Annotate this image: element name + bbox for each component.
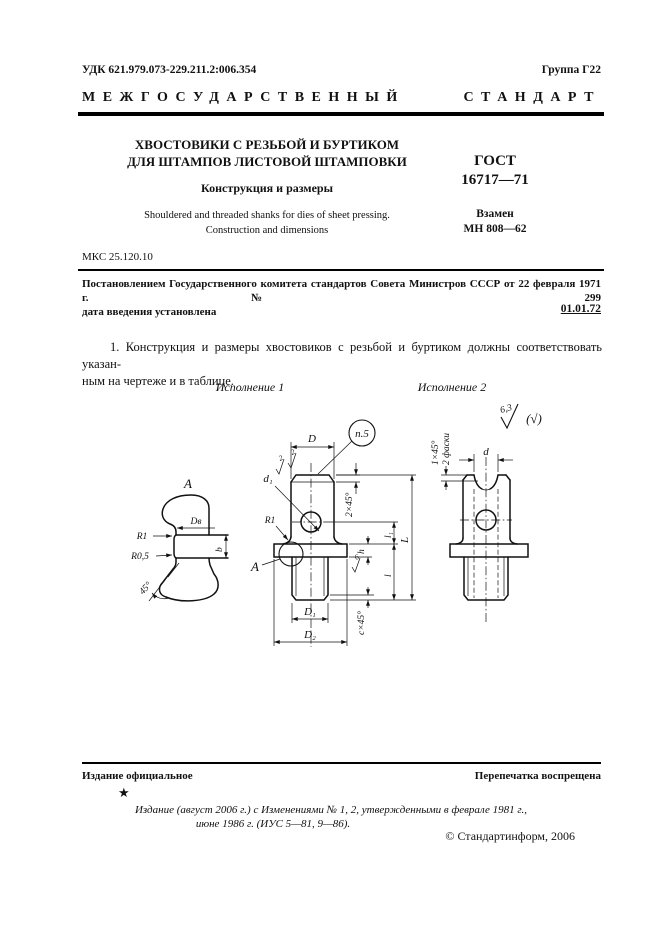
replaces-number: МН 808—62: [463, 223, 527, 235]
udk-code: УДК 621.979.073-229.211.2:006.354: [82, 64, 257, 76]
v1-flange: [274, 544, 347, 557]
dim-label-b: b: [215, 547, 225, 552]
official-edition-label: Издание официальное: [82, 770, 193, 782]
document-subtitle: Конструкция и размеры: [201, 181, 333, 195]
roughness-value: 6,3: [499, 403, 514, 416]
decree-line2: дата введения установлена: [82, 306, 217, 318]
effective-date: 01.01.72: [560, 303, 601, 315]
dim-label-R1-v1: R1: [264, 516, 276, 526]
note-callout-leader: [318, 441, 352, 474]
dim-label-D1: D₁: [304, 606, 316, 618]
v2-funnel-right: [490, 475, 498, 489]
dim-label-2x45: 2×45°: [345, 492, 355, 517]
dim-label-D: D: [308, 433, 316, 445]
svg-text:2: 2: [289, 447, 297, 457]
detail-groove-wall: [174, 535, 176, 558]
document-title-line2: ДЛЯ ШТАМПОВ ЛИСТОВОЙ ШТАМПОВКИ: [127, 154, 407, 169]
title-block: [82, 136, 452, 238]
decree-line1: Постановлением Государственного комитета стандартов Совета Министров СССР от 22 февраля 1971 г. № 299: [82, 278, 601, 304]
decree-rule: [78, 269, 604, 271]
dim-label-d: d: [483, 446, 489, 458]
dim-label-1x45: 1×45°: [431, 440, 441, 465]
header-rule: [78, 112, 604, 116]
variant-2-drawing: [430, 403, 542, 623]
group-code: Группа Г22: [541, 64, 601, 76]
standard-type-word1: МЕЖГОСУДАРСТВЕННЫЙ: [82, 90, 405, 105]
footer-row: [82, 770, 601, 782]
detail-a-marker-circle: [279, 542, 303, 566]
star-icon: ★: [118, 785, 130, 800]
roughness-mark-cap-left: [276, 453, 284, 474]
roughness-header: [499, 403, 542, 428]
gost-label: ГОСТ: [474, 153, 516, 169]
v2-funnel-left: [474, 475, 482, 489]
svg-text:2: 2: [277, 453, 285, 463]
leader-R05-detail: [156, 555, 172, 556]
roughness-mark-cap-right: [288, 447, 296, 468]
technical-drawing: [0, 395, 661, 665]
dim-label-D2: D₂: [304, 629, 316, 641]
standard-type-word2: СТАНДАРТ: [463, 90, 601, 105]
detail-view-a: [130, 476, 228, 601]
clause-1-line2: ным на чертеже и в таблице.: [82, 374, 234, 388]
reprint-prohibited-label: Перепечатка воспрещена: [474, 770, 601, 782]
edition-note: [100, 803, 562, 831]
detail-a-leader: [262, 559, 280, 565]
note-callout-label: п.5: [355, 428, 369, 440]
edition-note-line2: июне 1986 г. (ИУС 5—81, 9—86).: [195, 818, 351, 830]
standard-number-block: [410, 152, 580, 237]
document-title-line1: ХВОСТОВИКИ С РЕЗЬБОЙ И БУРТИКОМ: [134, 137, 400, 152]
dim-label-Dv: Dв: [190, 517, 202, 527]
dim-label-d1: d₁: [263, 473, 273, 485]
standard-type-row: [82, 90, 601, 106]
v2-chamfer-left: [463, 475, 467, 480]
v2-fillet-right: [510, 538, 517, 544]
effective-date-row: [82, 303, 601, 315]
variant-1-drawing: [250, 420, 416, 647]
edition-note-line1: Издание (август 2006 г.) с Изменениями № 1, 2, утвержденными в феврале 1981 г.,: [134, 804, 528, 816]
replaces-label: Взамен: [476, 208, 514, 220]
dim-label-l1: l₁: [384, 532, 394, 538]
clause-1: [82, 339, 602, 390]
dim-label-R1-detail: R1: [136, 532, 148, 542]
chamfers-note-label: 2 фаски: [442, 432, 452, 465]
variant-2-caption: Исполнение 2: [417, 380, 487, 394]
title-english-line1: Shouldered and threaded shanks for dies of sheet pressing.: [144, 210, 390, 221]
dim-label-L: L: [399, 536, 411, 543]
detail-chamfer-inner-line: [168, 563, 179, 577]
leader-R1-v1: [276, 526, 288, 540]
v1-cap-outline: [291, 475, 334, 482]
variant-1-caption: Исполнение 1: [215, 380, 285, 394]
copyright-line: © Стандартинформ, 2006: [445, 829, 575, 843]
dim-label-R05: R0,5: [131, 552, 149, 562]
clause-1-line1: 1. Конструкция и размеры хвостовиков с резьбой и буртиком должны соответствовать указан-: [82, 340, 602, 371]
svg-text:6: 6: [353, 552, 361, 562]
footer-rule: [82, 762, 601, 764]
dim-label-h: h: [357, 549, 367, 554]
dim-label-l: l: [384, 574, 394, 577]
title-english-line2: Construction and dimensions: [205, 225, 329, 236]
leader-d1: [275, 486, 319, 531]
detail-a-ref-label: А: [251, 559, 259, 574]
dim-label-45: 45°: [137, 580, 155, 598]
dim-label-c45: c×45°: [357, 611, 367, 635]
detail-upper-outline: [162, 495, 209, 535]
v1-fillet-right: [334, 537, 342, 544]
angle-45-extension: [149, 580, 165, 601]
gost-number: 16717—71: [461, 172, 529, 188]
roughness-paren: (√): [526, 411, 542, 426]
mks-code: МКС 25.120.10: [82, 251, 153, 263]
v2-fillet-left: [456, 538, 463, 544]
v2-chamfer-right: [506, 475, 510, 480]
udk-row: [82, 64, 601, 76]
detail-lower-outline: [159, 558, 218, 601]
detail-view-label: А: [184, 476, 192, 491]
v2-flange: [450, 544, 528, 557]
v1-stud-outline: [292, 557, 328, 600]
